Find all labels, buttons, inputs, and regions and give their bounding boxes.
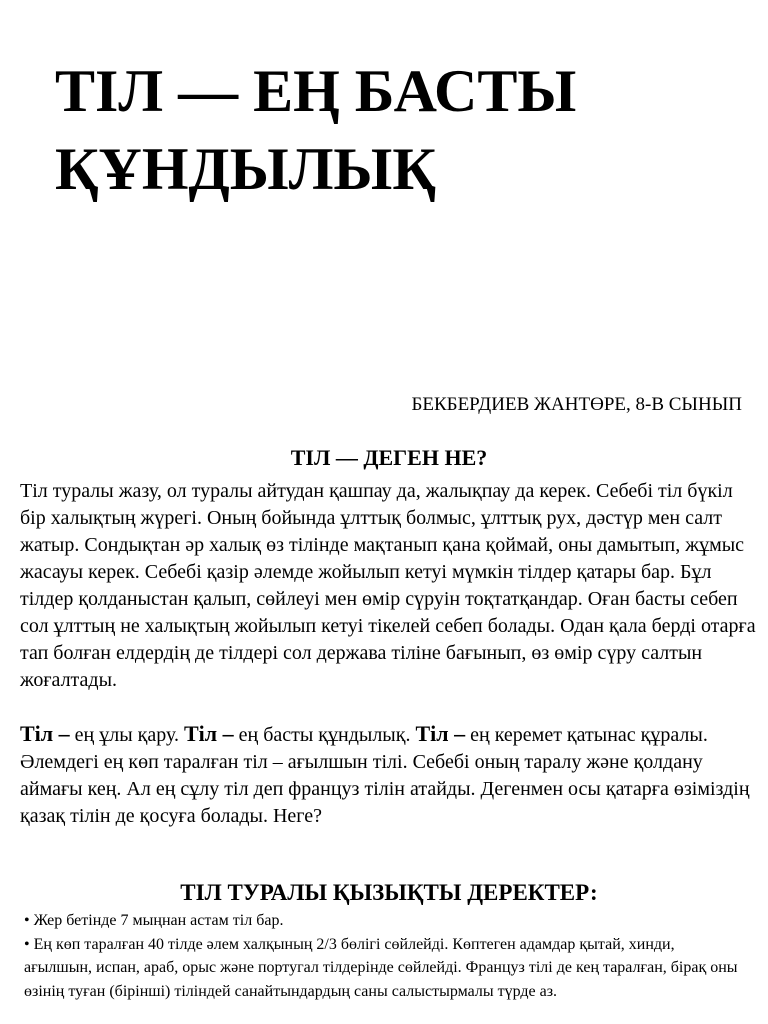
bold-term-2: Тіл – bbox=[183, 721, 234, 746]
page-title-line-1: ТІЛ — ЕҢ БАСТЫ bbox=[55, 58, 577, 124]
bold-term-3: Тіл – bbox=[415, 721, 466, 746]
facts-list bbox=[24, 909, 740, 1003]
section-heading-what-is-language: ТІЛ — ДЕГЕН НЕ? bbox=[290, 445, 488, 470]
page-title-line-2: ҚҰНДЫЛЫҚ bbox=[55, 136, 436, 202]
author-line: БЕКБЕРДИЕВ ЖАНТӨРЕ, 8-В СЫНЫП bbox=[411, 394, 742, 415]
paragraph-language-value bbox=[20, 720, 760, 830]
paragraph-text-3: ең керемет қатынас құралы. Әлемдегі ең көп таралған тіл – ағылшын тілі. Себебі оның таралу және қолдану аймағы кең. Ал ең сұлу тіл деп француз тілін атайды. Дегенмен осы қатарға өзіміздің қазақ тілін де қосуға болады. Неге? bbox=[20, 724, 750, 827]
page-title bbox=[55, 52, 745, 208]
bold-term-1: Тіл – bbox=[20, 721, 70, 746]
paragraph-text-2: ең басты құндылық. bbox=[233, 724, 416, 746]
list-item: • Жер бетінде 7 мыңнан астам тіл бар. bbox=[24, 912, 284, 929]
list-item: • Ең көп таралған 40 тілде әлем халқының 2/3 бөлігі сөйлейді. Көптеген адамдар қытай, хинди, ағылшын, испан, араб, орыс және португал тілдерінде сөйлейді. Француз тілі де кең таралған, бірақ оны өзінің туған (бірінші) тіліндей санайтындардың саны салыстырмалы түрде аз. bbox=[24, 935, 738, 1000]
paragraph-intro: Тіл туралы жазу, ол туралы айтудан қашпау да, жалықпау да керек. Себебі тіл бүкіл бір халықтың жүрегі. Оның бойында ұлттық болмыс, ұлттық рух, дәстүр мен салт жатыр. Сондықтан әр халық өз тілінде мақтанып қана қоймай, оны дамытып, жұмыс жасауы керек. Себебі қазір әлемде жойылып кетуі мүмкін тілдер қатары бар. Бұл тілдер қолданыстан қалып, сөйлеуі мен өмір сүруін тоқтатқандар. Оған басты себеп сол ұлттың не халықтың жойылып кетуі тікелей себеп болады. Одан қала берді отарға тап болған елдердің де тілдері сол держава тіліне бағынып, өз өмір сүру салтын жоғалтады. bbox=[20, 480, 756, 691]
section-heading-interesting-facts: ТІЛ ТУРАЛЫ ҚЫЗЫҚТЫ ДЕРЕКТЕР: bbox=[180, 880, 598, 905]
paragraph-text-1: ең ұлы қару. bbox=[69, 724, 184, 746]
